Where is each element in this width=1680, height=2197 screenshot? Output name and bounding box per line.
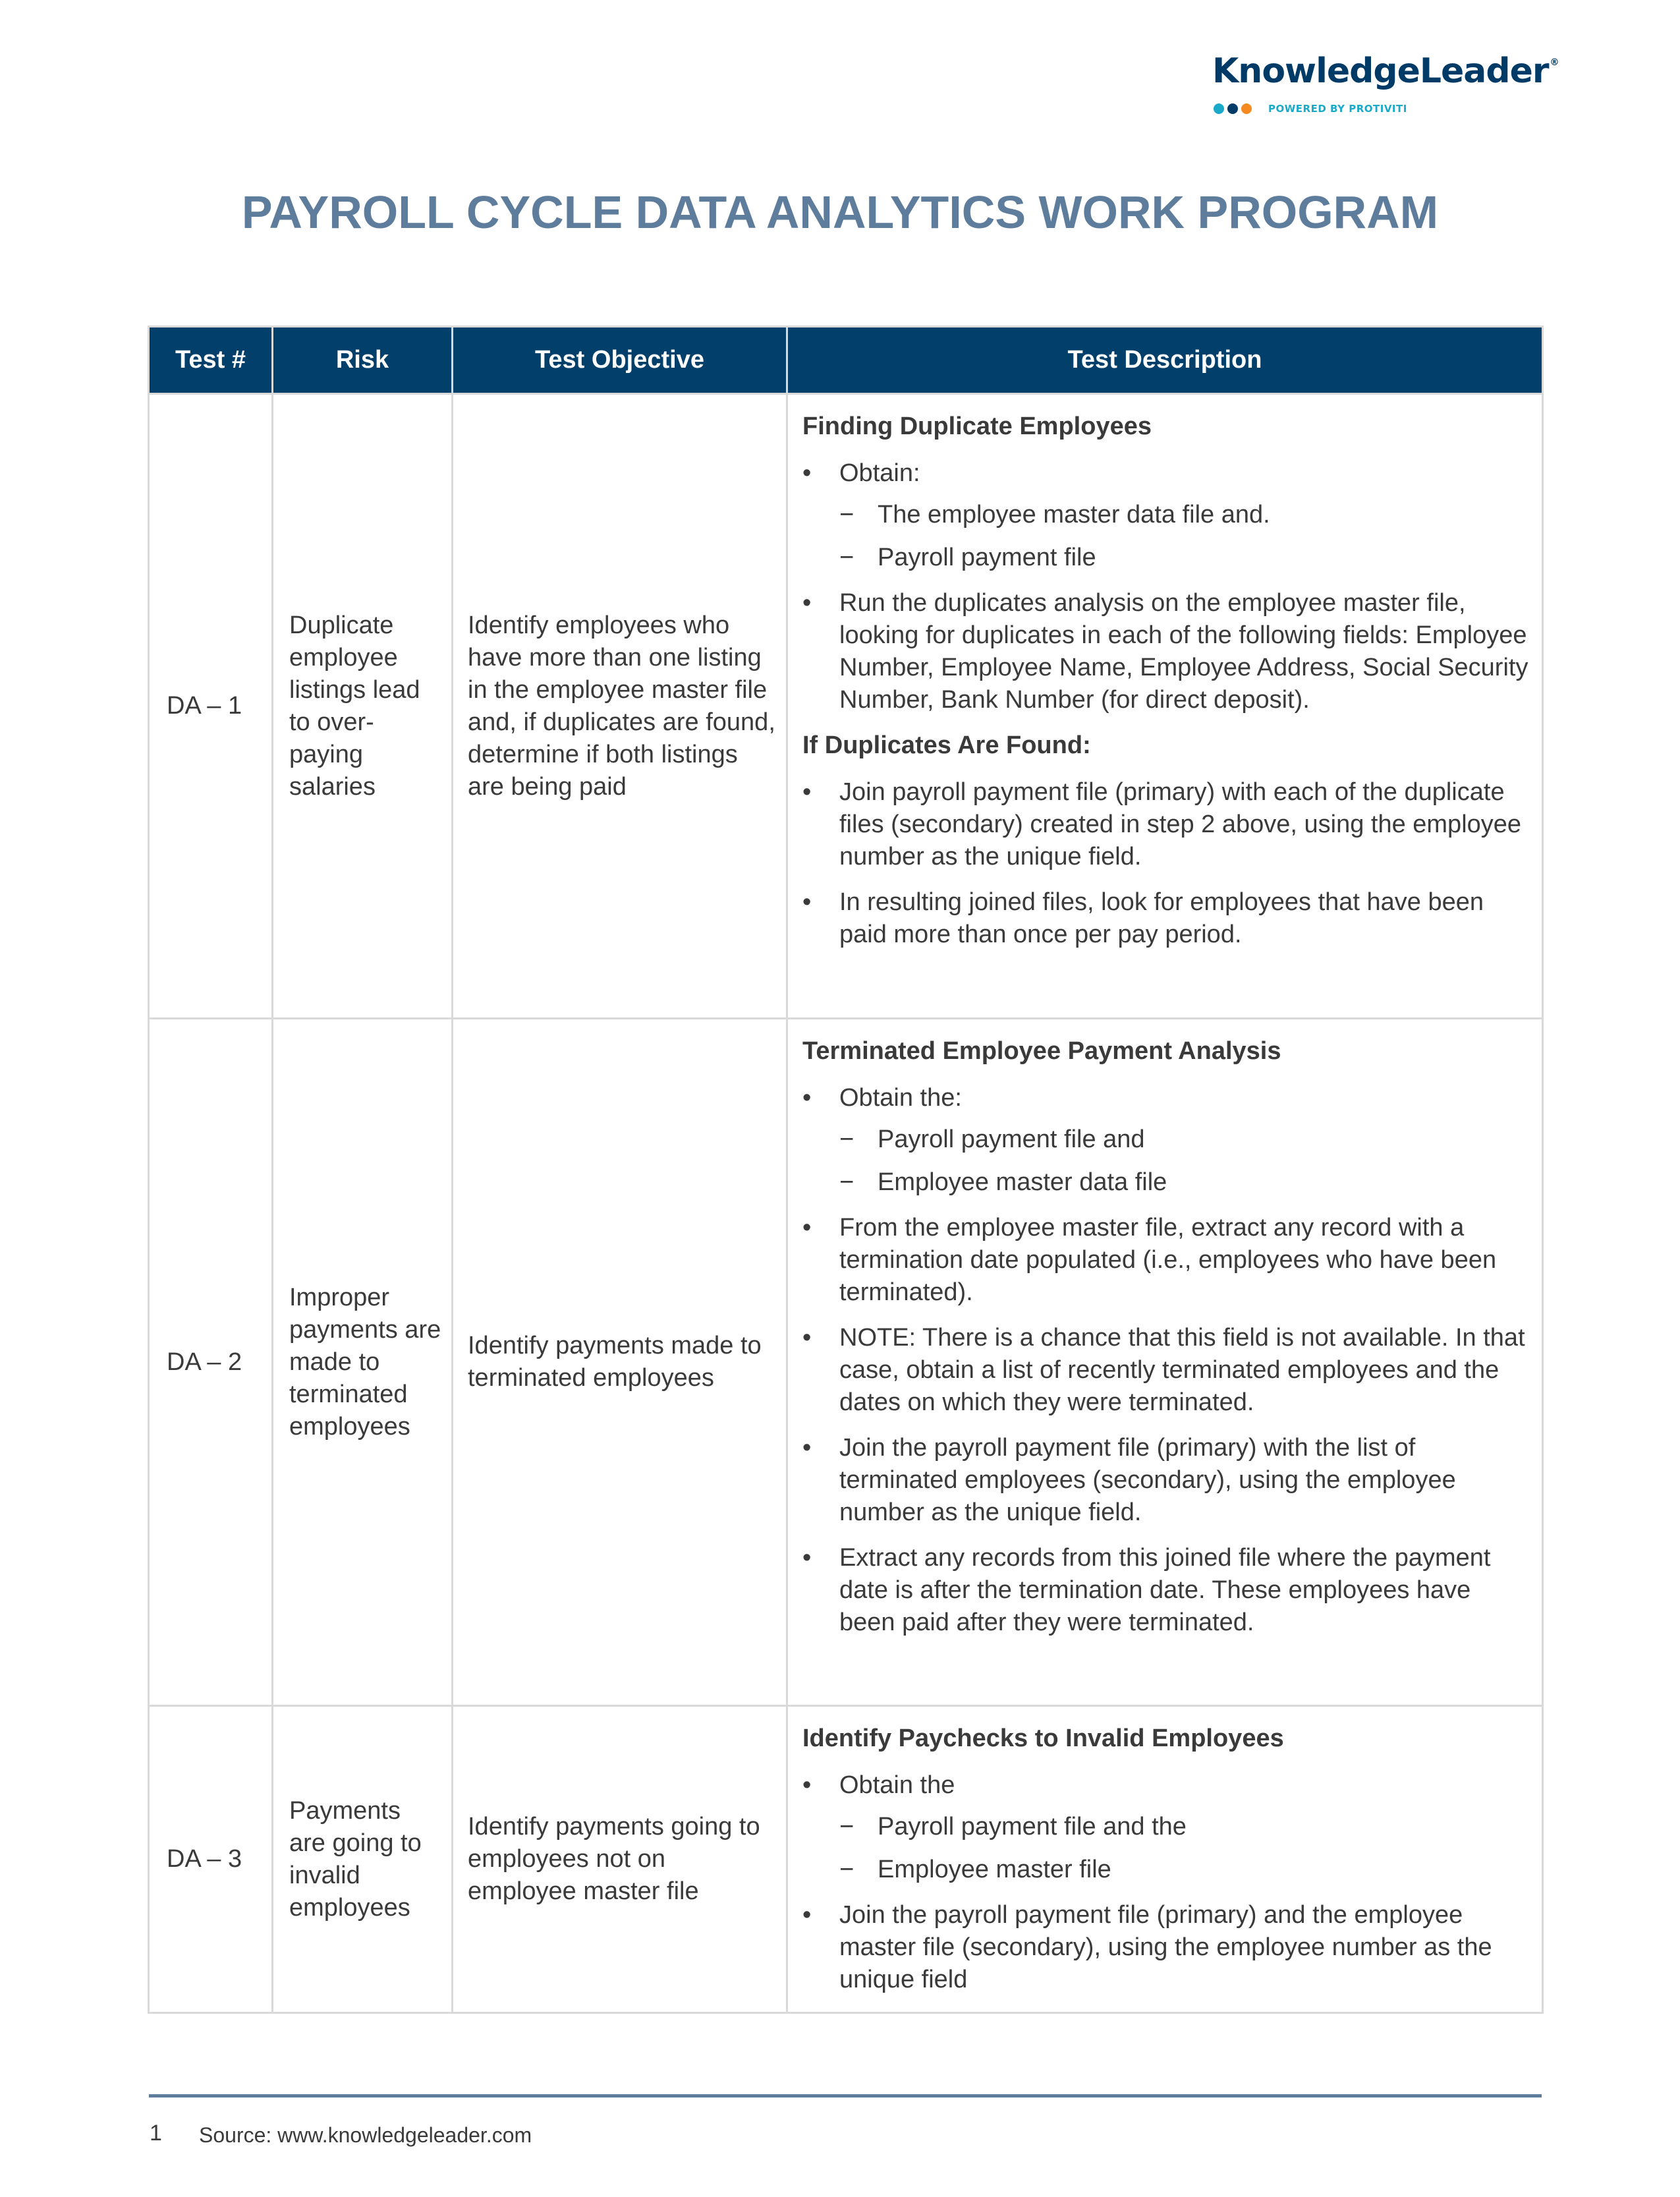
bullet-item bbox=[802, 1899, 1528, 1996]
table-row bbox=[149, 394, 1543, 1019]
sub-bullet-text: Payroll payment file and bbox=[878, 1126, 1145, 1153]
sub-bullet-item bbox=[802, 1124, 1528, 1156]
page-number: 1 bbox=[150, 2121, 162, 2146]
dash-icon: − bbox=[839, 1813, 854, 1840]
logo-dot-orange-icon bbox=[1241, 103, 1252, 114]
sub-bullet-item bbox=[802, 1811, 1528, 1843]
bullet-text: Obtain the bbox=[839, 1771, 955, 1799]
bullet-icon: • bbox=[802, 1771, 812, 1799]
bullet-icon: • bbox=[802, 1214, 812, 1241]
bullet-icon: • bbox=[802, 1324, 812, 1352]
bullet-item bbox=[802, 1769, 1528, 1802]
bullet-item bbox=[802, 1542, 1528, 1639]
description-subtitle: If Duplicates Are Found: bbox=[802, 731, 1091, 759]
sub-bullet-item bbox=[802, 1166, 1528, 1199]
bullet-icon: • bbox=[802, 459, 812, 487]
risk-cell: Duplicate employee listings lead to over-paying salaries bbox=[273, 394, 453, 1019]
page-title: PAYROLL CYCLE DATA ANALYTICS WORK PROGRAM bbox=[241, 186, 1439, 238]
dash-icon: − bbox=[839, 544, 854, 571]
bullet-icon: • bbox=[802, 1544, 812, 1572]
header-test-objective: Test Objective bbox=[453, 327, 787, 394]
bullet-item bbox=[802, 1212, 1528, 1309]
header-test-description: Test Description bbox=[787, 327, 1543, 394]
work-program-table bbox=[148, 326, 1544, 2014]
dash-icon: − bbox=[839, 501, 854, 528]
bullet-icon: • bbox=[802, 1084, 812, 1112]
bullet-text: Extract any records from this joined file where the payment date is after the termination date. These employees have been paid after they were terminated. bbox=[839, 1544, 1491, 1636]
description-title: Finding Duplicate Employees bbox=[802, 413, 1152, 440]
sub-bullet-item bbox=[802, 1854, 1528, 1886]
sub-bullet-text: Payroll payment file and the bbox=[878, 1813, 1187, 1840]
logo-dot-navy-icon bbox=[1227, 103, 1238, 114]
bullet-icon: • bbox=[802, 1901, 812, 1929]
bullet-text: Run the duplicates analysis on the employee master file, looking for duplicates in each of the following fields: Employee Number, Employee Name, Employee Address, Social Security Number, Bank Number (for direct deposit). bbox=[839, 589, 1528, 714]
logo-wordmark bbox=[1212, 51, 1559, 91]
bullet-item bbox=[802, 587, 1528, 716]
description-cell bbox=[787, 1019, 1543, 1706]
test-id: DA – 2 bbox=[149, 1019, 273, 1706]
header-risk: Risk bbox=[273, 327, 453, 394]
table-row bbox=[149, 1019, 1543, 1706]
bullet-item bbox=[802, 1432, 1528, 1529]
objective-cell: Identify payments going to employees not on employee master file bbox=[453, 1706, 787, 2013]
bullet-item bbox=[802, 886, 1528, 951]
bullet-item bbox=[802, 1082, 1528, 1114]
bullet-icon: • bbox=[802, 888, 812, 916]
test-id: DA – 3 bbox=[149, 1706, 273, 2013]
bullet-item bbox=[802, 1322, 1528, 1419]
bullet-text: Join the payroll payment file (primary) and the employee master file (secondary), using the employee number as the unique field bbox=[839, 1901, 1492, 1993]
dash-icon: − bbox=[839, 1168, 854, 1196]
objective-cell: Identify payments made to terminated employees bbox=[453, 1019, 787, 1706]
bullet-text: In resulting joined files, look for employees that have been paid more than once per pay period. bbox=[839, 888, 1484, 948]
sub-bullet-text: Payroll payment file bbox=[878, 544, 1096, 571]
footer-divider bbox=[149, 2094, 1542, 2097]
header-test-number: Test # bbox=[149, 327, 273, 394]
bullet-text: Join the payroll payment file (primary) with the list of terminated employees (secondary), using the employee number as the unique field. bbox=[839, 1434, 1456, 1526]
dash-icon: − bbox=[839, 1856, 854, 1883]
bullet-text: Obtain the: bbox=[839, 1084, 962, 1112]
knowledgeleader-logo bbox=[1212, 51, 1559, 115]
risk-cell: Payments are going to invalid employees bbox=[273, 1706, 453, 2013]
dash-icon: − bbox=[839, 1126, 854, 1153]
bullet-text: Join payroll payment file (primary) with each of the duplicate files (secondary) created in step 2 above, using the employee number as the unique field. bbox=[839, 778, 1522, 870]
bullet-icon: • bbox=[802, 589, 812, 617]
sub-bullet-item bbox=[802, 542, 1528, 574]
logo-tagline-row bbox=[1214, 103, 1542, 115]
sub-bullet-text: Employee master data file bbox=[878, 1168, 1167, 1196]
sub-bullet-item bbox=[802, 499, 1528, 531]
description-cell bbox=[787, 394, 1543, 1019]
bullet-icon: • bbox=[802, 1434, 812, 1462]
table-header-row bbox=[149, 327, 1543, 394]
objective-cell: Identify employees who have more than one listing in the employee master file and, if duplicates are found, determine if both listings are being paid bbox=[453, 394, 787, 1019]
sub-bullet-text: Employee master file bbox=[878, 1856, 1111, 1883]
test-id: DA – 1 bbox=[149, 394, 273, 1019]
logo-dot-teal-icon bbox=[1214, 103, 1224, 114]
bullet-text: From the employee master file, extract any record with a termination date populated (i.e., employees who have been terminated). bbox=[839, 1214, 1497, 1306]
bullet-icon: • bbox=[802, 778, 812, 806]
logo-wordmark-text: KnowledgeLeader bbox=[1212, 51, 1549, 91]
bullet-item bbox=[802, 776, 1528, 873]
bullet-text: NOTE: There is a chance that this field is not available. In that case, obtain a list of recently terminated employees and the dates on which they were terminated. bbox=[839, 1324, 1525, 1416]
source-citation: Source: www.knowledgeleader.com bbox=[199, 2123, 532, 2147]
sub-bullet-text: The employee master data file and. bbox=[878, 501, 1270, 528]
table-row bbox=[149, 1706, 1543, 2013]
logo-tagline: POWERED BY PROTIVITI bbox=[1268, 103, 1407, 115]
registered-mark: ® bbox=[1550, 57, 1559, 68]
risk-cell: Improper payments are made to terminated employees bbox=[273, 1019, 453, 1706]
description-title: Terminated Employee Payment Analysis bbox=[802, 1037, 1281, 1065]
bullet-text: Obtain: bbox=[839, 459, 920, 487]
description-title: Identify Paychecks to Invalid Employees bbox=[802, 1725, 1284, 1752]
description-cell bbox=[787, 1706, 1543, 2013]
bullet-item bbox=[802, 457, 1528, 490]
